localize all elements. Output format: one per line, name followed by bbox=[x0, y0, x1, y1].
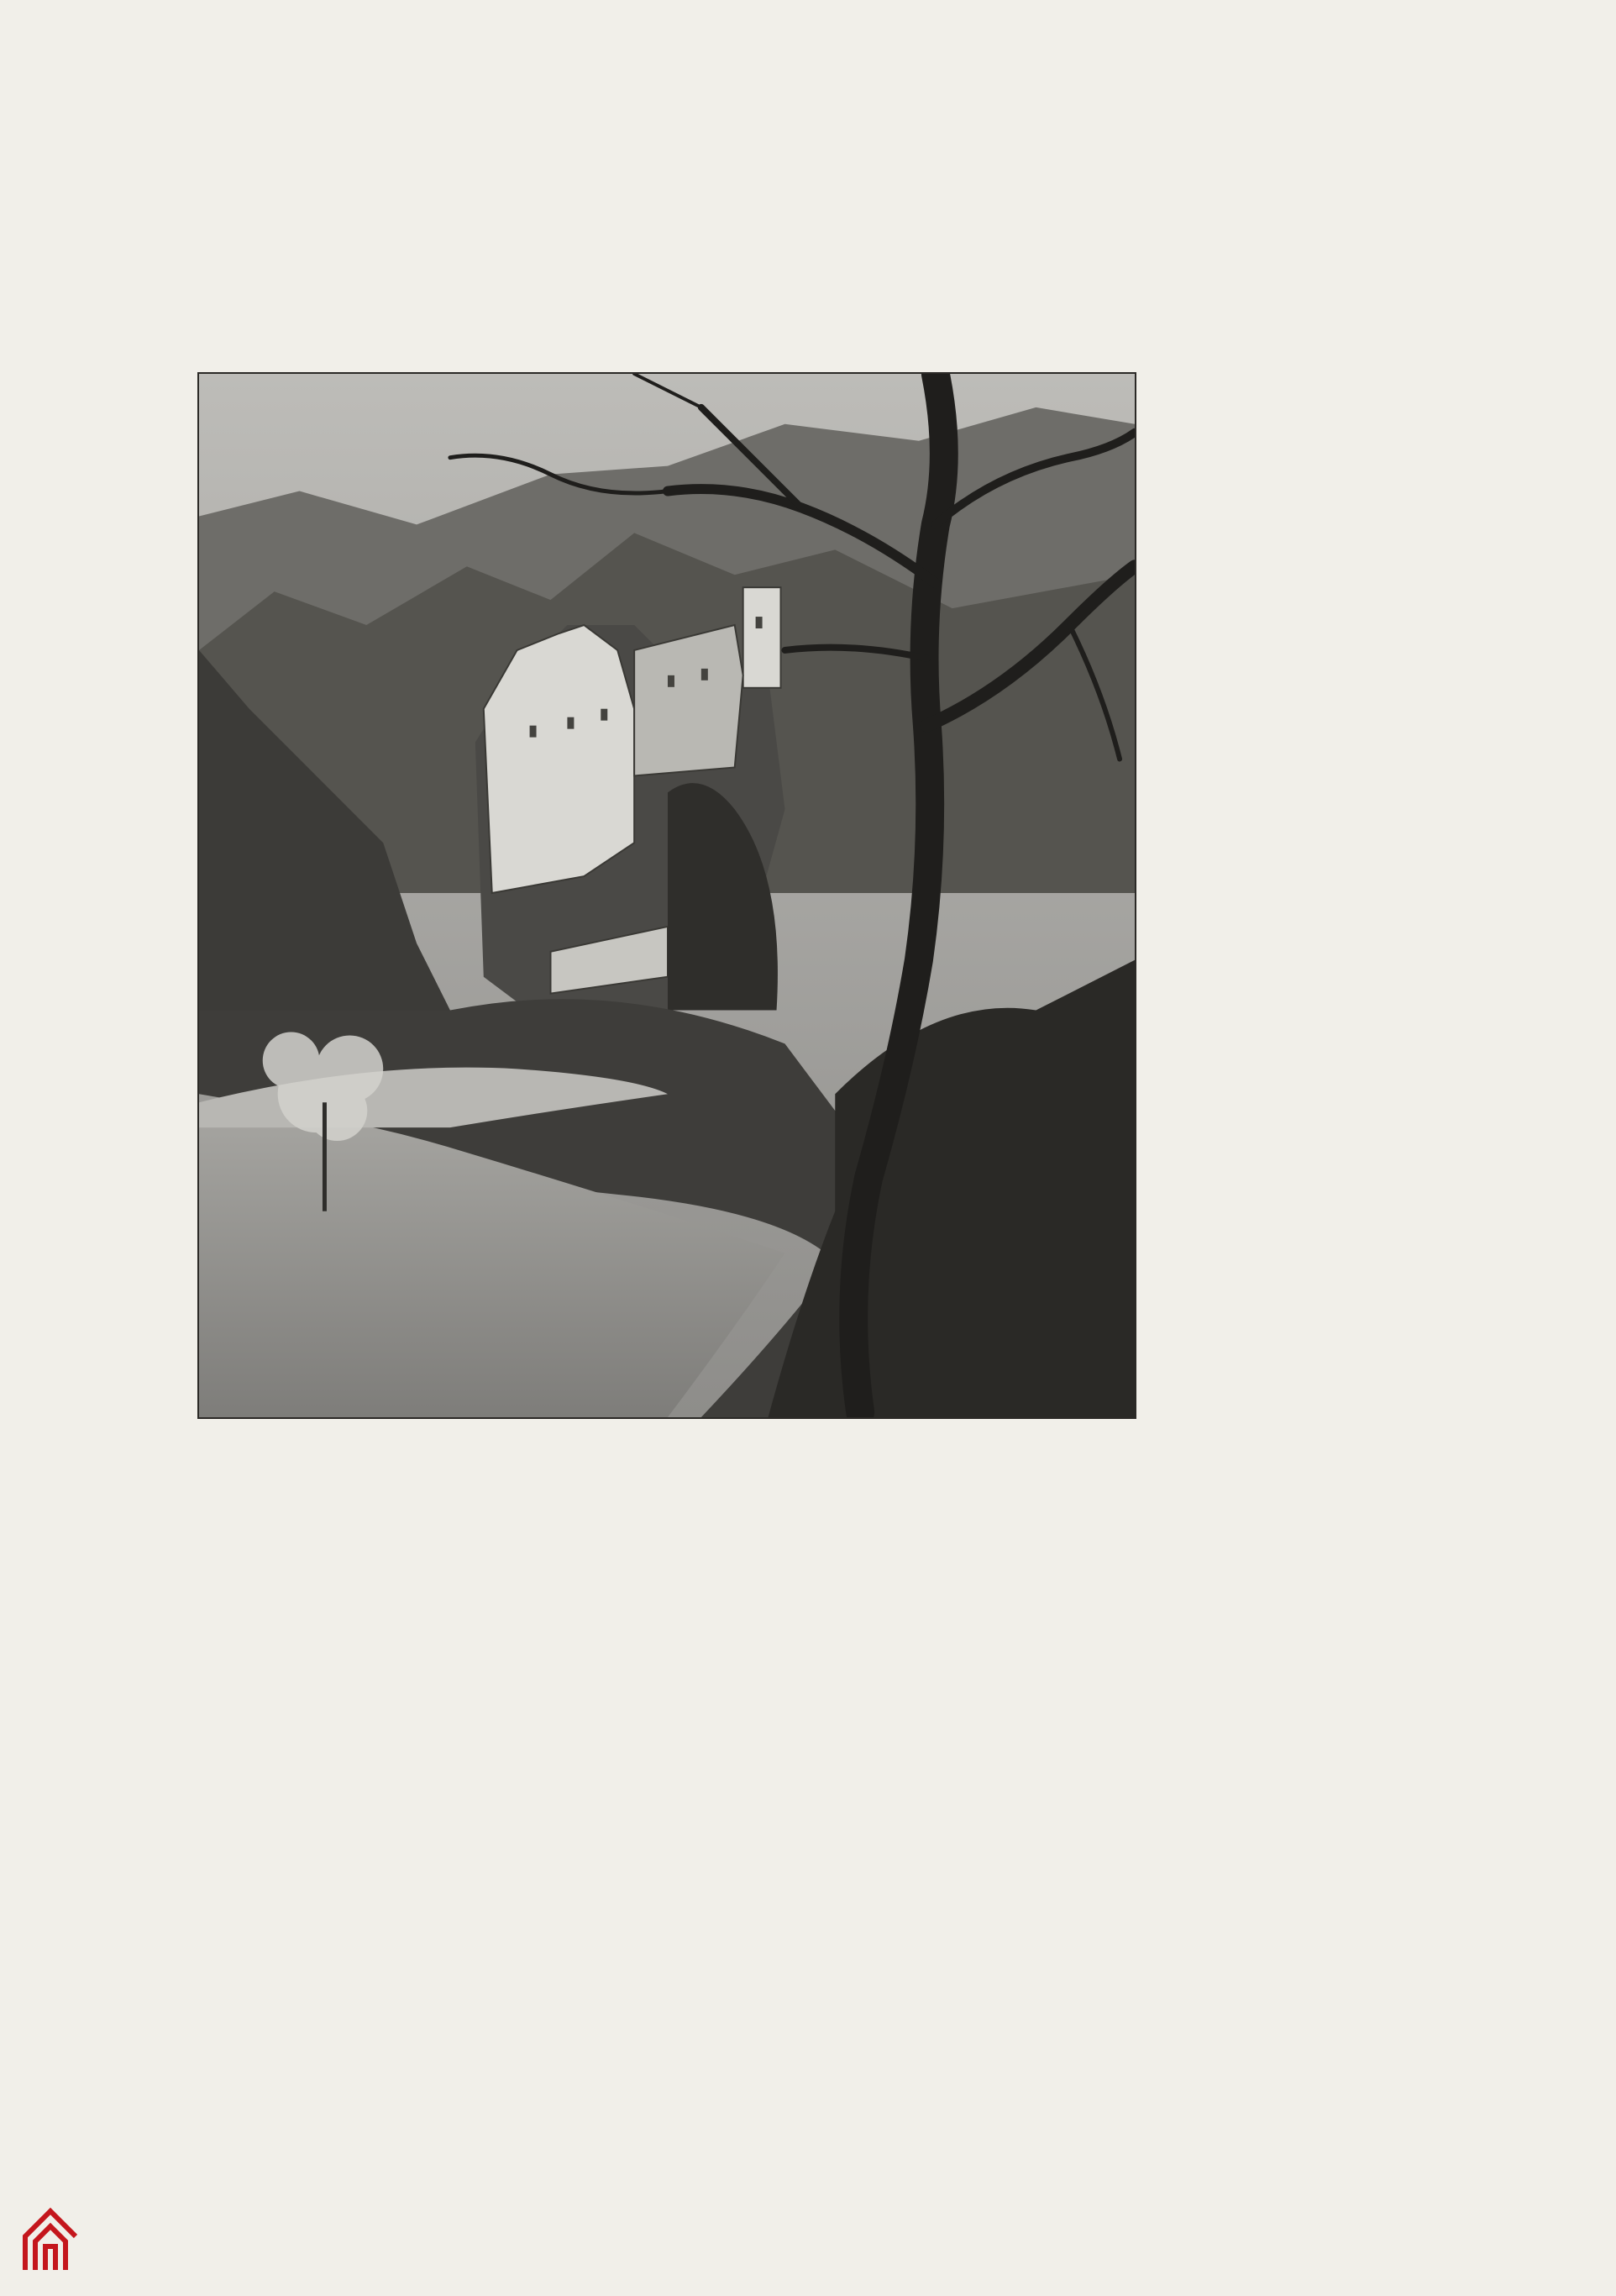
heidelberg-library-logo-icon bbox=[18, 2203, 82, 2277]
footer bbox=[0, 2178, 1616, 2296]
figure-painting bbox=[197, 372, 1136, 1419]
logo-strokes bbox=[25, 2211, 76, 2270]
painting-image bbox=[199, 374, 1135, 1417]
